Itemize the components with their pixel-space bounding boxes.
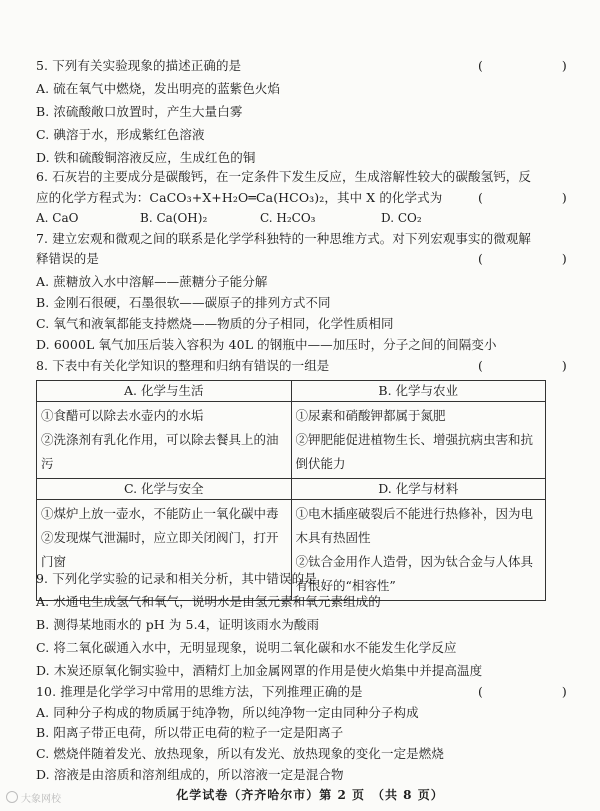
q10-option-b: B. 阳离子带正电荷，所以带正电荷的粒子一定是阳离子 [36,725,344,740]
q5-stem: 5. 下列有关实验现象的描述正确的是 [36,58,242,73]
table-c-item-2: ②发现煤气泄漏时，应立即关闭阀门，打开门窗 [41,530,279,569]
page-footer: 化学试卷（齐齐哈尔市）第 2 页 （共 8 页） [176,788,444,802]
q8-stem: 8. 下表中有关化学知识的整理和归纳有错误的一组是 [36,358,330,373]
watermark-logo-icon [6,791,18,803]
q8-answer-paren: ( ) [478,358,585,373]
q7-option-c: C. 氧气和液氧都能支持燃烧——物质的分子相同，化学性质相同 [36,316,394,331]
q6-option-b: B. Ca(OH)₂ [140,211,208,225]
q10-option-a: A. 同种分子构成的物质属于纯净物，所以纯净物一定由同种分子构成 [36,705,419,720]
table-b-item-1: ①尿素和硝酸钾都属于氮肥 [295,408,446,423]
table-a-item-1: ①食醋可以除去水壶内的水垢 [41,408,204,423]
table-head-d: D. 化学与材料 [291,479,546,500]
knowledge-table [36,380,546,601]
q6-stem-line1: 6. 石灰岩的主要成分是碳酸钙，在一定条件下发生反应，生成溶解性较大的碳酸氢钙，反 [36,169,532,184]
q10-stem: 10. 推理是化学学习中常用的思维方法，下列推理正确的是 [36,684,363,699]
q9-option-d: D. 木炭还原氧化铜实验中，酒精灯上加金属网罩的作用是使火焰集中并提高温度 [36,663,483,678]
watermark-text: 大象网校 [21,794,61,805]
q9-stem: 9. 下列化学实验的记录和相关分析，其中错误的是 [36,571,317,586]
q5-option-a: A. 硫在氧气中燃烧，发出明亮的蓝紫色火焰 [36,81,281,96]
q6-stem-line2: 应的化学方程式为：CaCO₃+X+H₂O═Ca(HCO₃)₂，其中 X 的化学式为 [36,190,443,205]
watermark [6,790,61,805]
q7-stem-line1: 7. 建立宏观和微观之间的联系是化学学科独特的一种思维方式。对下列宏观事实的微观解 [36,231,532,246]
q10-option-d: D. 溶液是由溶质和溶剂组成的，所以溶液一定是混合物 [36,767,344,782]
table-head-c: C. 化学与安全 [37,479,292,500]
table-cell-b [291,402,546,479]
q7-answer-paren: ( ) [478,251,585,266]
q6-answer-paren: ( ) [478,190,585,205]
table-c-item-1: ①煤炉上放一壶水，不能防止一氧化碳中毒 [41,506,279,521]
q6-option-c: C. H₂CO₃ [260,211,316,225]
q9-option-a: A. 水通电生成氢气和氧气，说明水是由氢元素和氧元素组成的 [36,594,381,609]
q5-option-d: D. 铁和硫酸铜溶液反应，生成红色的铜 [36,150,256,165]
q10-option-c: C. 燃烧伴随着发光、放热现象，所以有发光、放热现象的变化一定是燃烧 [36,746,444,761]
q5-option-c: C. 碘溶于水，形成紫红色溶液 [36,127,205,142]
q9-option-b: B. 测得某地雨水的 pH 为 5.4，证明该雨水为酸雨 [36,617,320,632]
table-b-item-2: ②钾肥能促进植物生长、增强抗病虫害和抗倒伏能力 [295,432,534,471]
table-head-b: B. 化学与农业 [291,381,546,402]
q10-answer-paren: ( ) [478,684,585,699]
q7-option-d: D. 6000L 氧气加压后装入容积为 40L 的钢瓶中——加压时，分子之间的间隔变小 [36,337,497,352]
table-d-item-2: ②钛合金用作人造骨，因为钛合金与人体具有很好的“相容性” [295,554,534,593]
q5-option-b: B. 浓硫酸敞口放置时，产生大量白雾 [36,104,243,119]
q5-answer-paren: ( ) [478,58,585,73]
table-a-item-2: ②洗涤剂有乳化作用，可以除去餐具上的油污 [41,432,279,471]
table-cell-a [37,402,292,479]
q7-stem-line2: 释错误的是 [36,251,100,266]
q9-option-c: C. 将二氧化碳通入水中，无明显现象，说明二氧化碳和水不能发生化学反应 [36,640,457,655]
table-d-item-1: ①电木插座破裂后不能进行热修补，因为电木具有热固性 [295,506,534,545]
q7-option-b: B. 金刚石很硬，石墨很软——碳原子的排列方式不同 [36,295,331,310]
q6-option-a: A. CaO [36,211,79,225]
q6-option-d: D. CO₂ [381,211,422,225]
q7-option-a: A. 蔗糖放入水中溶解——蔗糖分子能分解 [36,274,268,289]
table-head-a: A. 化学与生活 [37,381,292,402]
